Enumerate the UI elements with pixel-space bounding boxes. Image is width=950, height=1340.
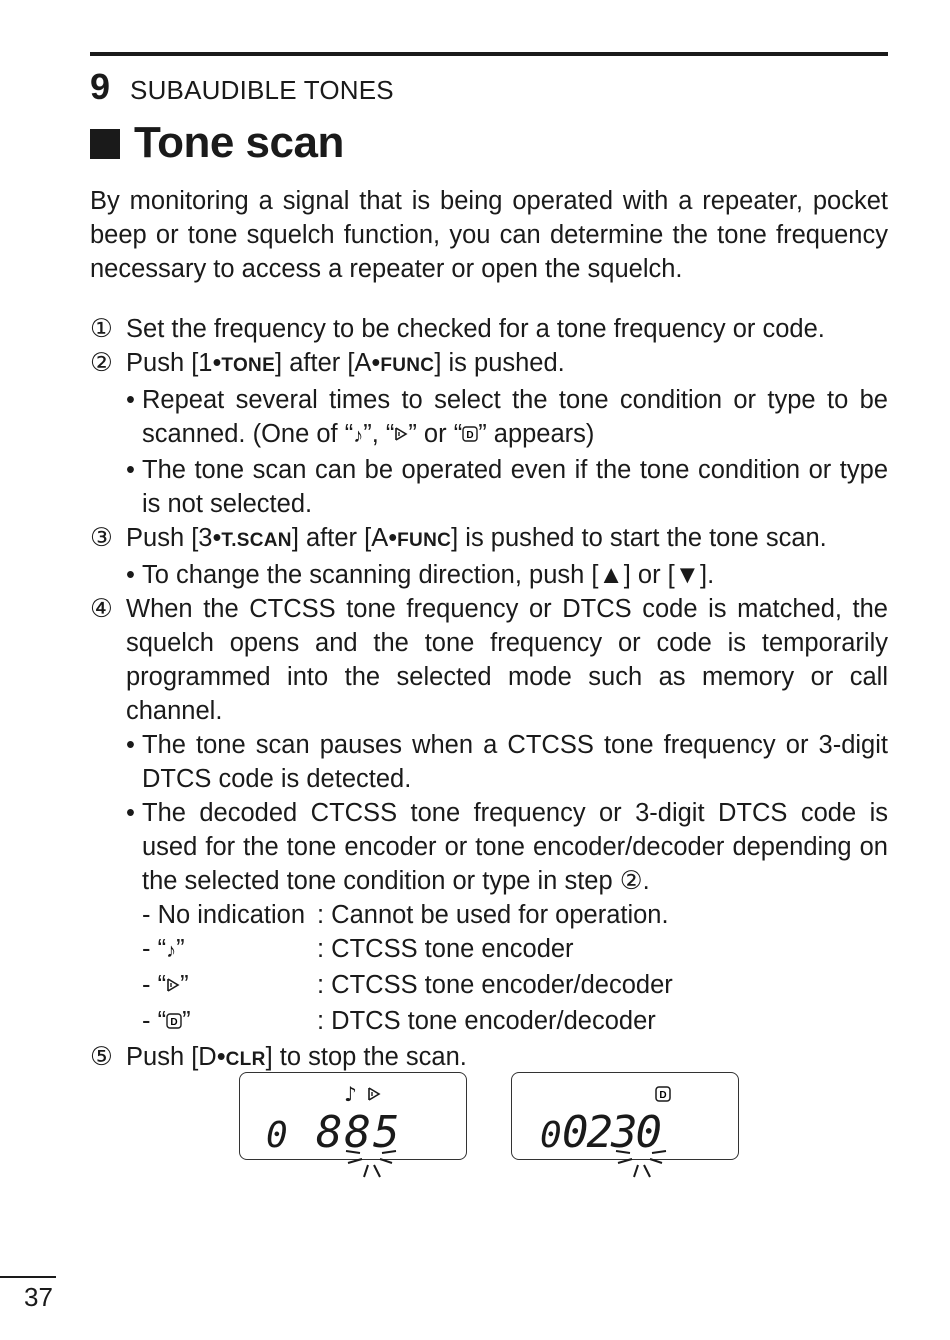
chapter-number: 9 <box>90 66 111 107</box>
tone-note-icon: ♪ <box>353 425 364 447</box>
step-4 <box>90 592 888 728</box>
svg-text:D: D <box>170 1017 178 1028</box>
indication-row <box>142 898 888 932</box>
lcd-illustrations <box>239 1072 739 1192</box>
step-text: ] to stop the scan. <box>265 1043 467 1071</box>
chapter-header <box>90 66 394 108</box>
step-text: Push [3• <box>126 524 222 552</box>
bullet-text: ” or “ <box>408 420 463 448</box>
step-4-bullet-2 <box>90 796 888 898</box>
bullet-text: To change the scanning direction, push [ <box>142 561 599 589</box>
step-text: ] is pushed. <box>434 349 565 377</box>
up-arrow-icon: ▲ <box>598 561 624 589</box>
tone-note-icon: ♪ <box>166 940 177 962</box>
section-title: Tone scan <box>134 118 344 167</box>
indication-label: - “ ” <box>142 968 317 1004</box>
dtcs-icon <box>462 419 478 453</box>
lcd-display-ctcss <box>239 1072 467 1160</box>
indication-desc: : DTCS tone encoder/decoder <box>317 1007 656 1035</box>
key-label-func: FUNC <box>380 355 435 376</box>
bullet-dot: • <box>126 456 135 484</box>
bullet-dot: • <box>126 386 135 414</box>
bullet-text: Repeat several times to select the tone condition or type to be scanned. (One of “ <box>142 386 888 448</box>
lcd-prefix: 0 <box>266 1115 288 1156</box>
dtcs-icon <box>166 1006 182 1040</box>
step-1 <box>90 312 888 346</box>
intro-paragraph: By monitoring a signal that is being operated with a repeater, pocket beep or tone squelch function, you can determine the tone frequency necessary to access a repeater or open the squelch. <box>90 187 888 283</box>
key-label-clr: CLR <box>225 1049 266 1070</box>
down-arrow-icon: ▼ <box>674 561 700 589</box>
step-text: Set the frequency to be checked for a tone frequency or code. <box>126 315 825 343</box>
indication-label: - No indication <box>142 901 305 929</box>
step-text: ] after [A• <box>291 524 398 552</box>
indication-desc: : CTCSS tone encoder <box>317 935 574 963</box>
lcd-prefix: 0 <box>540 1115 562 1156</box>
page-number-rule <box>0 1276 56 1278</box>
square-bullet-icon <box>90 129 120 159</box>
tsql-icon <box>369 1088 379 1100</box>
bullet-dot: • <box>126 731 135 759</box>
indication-row <box>142 932 888 968</box>
tsql-icon <box>394 419 408 453</box>
step-3-bullet-1 <box>90 558 888 592</box>
indication-row <box>142 1004 888 1040</box>
svg-text:D: D <box>659 1090 667 1101</box>
lcd-digits: 0230 <box>562 1107 660 1158</box>
bullet-text: The tone scan pauses when a CTCSS tone frequency or 3-digit DTCS code is detected. <box>142 731 888 793</box>
section-heading <box>90 118 344 168</box>
step-text: Push [1• <box>126 349 222 377</box>
step-number: ④ <box>90 595 113 623</box>
step-2-bullet-1 <box>90 383 888 453</box>
key-label-tone: TONE <box>221 355 276 376</box>
tsql-icon <box>166 970 180 1004</box>
chapter-title: SUBAUDIBLE TONES <box>130 75 394 105</box>
tone-note-icon: ♪ <box>344 1082 357 1106</box>
indication-label: - “ D ” <box>142 1004 317 1040</box>
page-body <box>90 184 888 1077</box>
step-number: ⑤ <box>90 1043 113 1071</box>
indication-desc: : Cannot be used for operation. <box>317 901 669 929</box>
lcd-digits: 885 <box>316 1107 402 1158</box>
bullet-dot: • <box>126 561 135 589</box>
indication-row <box>142 968 888 1004</box>
step-2-bullet-2 <box>90 453 888 521</box>
step-4-bullet-1 <box>90 728 888 796</box>
bullet-text: ”, “ <box>363 420 395 448</box>
indication-table <box>90 898 888 1040</box>
indication-label: - “♪” <box>142 932 317 968</box>
step-text: Push [D• <box>126 1043 226 1071</box>
bullet-text: ] or [ <box>623 561 675 589</box>
key-label-tscan: T.SCAN <box>221 530 292 551</box>
lcd-display-dtcs <box>511 1072 739 1160</box>
key-label-func: FUNC <box>397 530 452 551</box>
step-text: ] is pushed to start the tone scan. <box>451 524 827 552</box>
bullet-text: The decoded CTCSS tone frequency or 3-digit DTCS code is used for the tone encoder or tone encoder/decoder depending on the selected tone condition or type in step ②. <box>142 799 888 895</box>
step-text: When the CTCSS tone frequency or DTCS code is matched, the squelch opens and the tone frequency or code is temporarily programmed into the selected mode such as memory or call channel. <box>126 595 888 725</box>
step-number: ③ <box>90 524 113 552</box>
bullet-text: The tone scan can be operated even if the tone condition or type is not selected. <box>142 456 888 518</box>
step-text: ] after [A• <box>275 349 381 377</box>
bullet-text: ” appears) <box>478 420 595 448</box>
svg-text:D: D <box>466 430 474 441</box>
step-number: ② <box>90 349 113 377</box>
step-2 <box>90 346 888 383</box>
step-number: ① <box>90 315 113 343</box>
indication-desc: : CTCSS tone encoder/decoder <box>317 971 673 999</box>
top-rule <box>90 52 888 56</box>
step-3 <box>90 521 888 558</box>
bullet-text: ]. <box>700 561 715 589</box>
page-number: 37 <box>24 1282 53 1312</box>
dtcs-icon <box>656 1087 670 1101</box>
bullet-dot: • <box>126 799 135 827</box>
